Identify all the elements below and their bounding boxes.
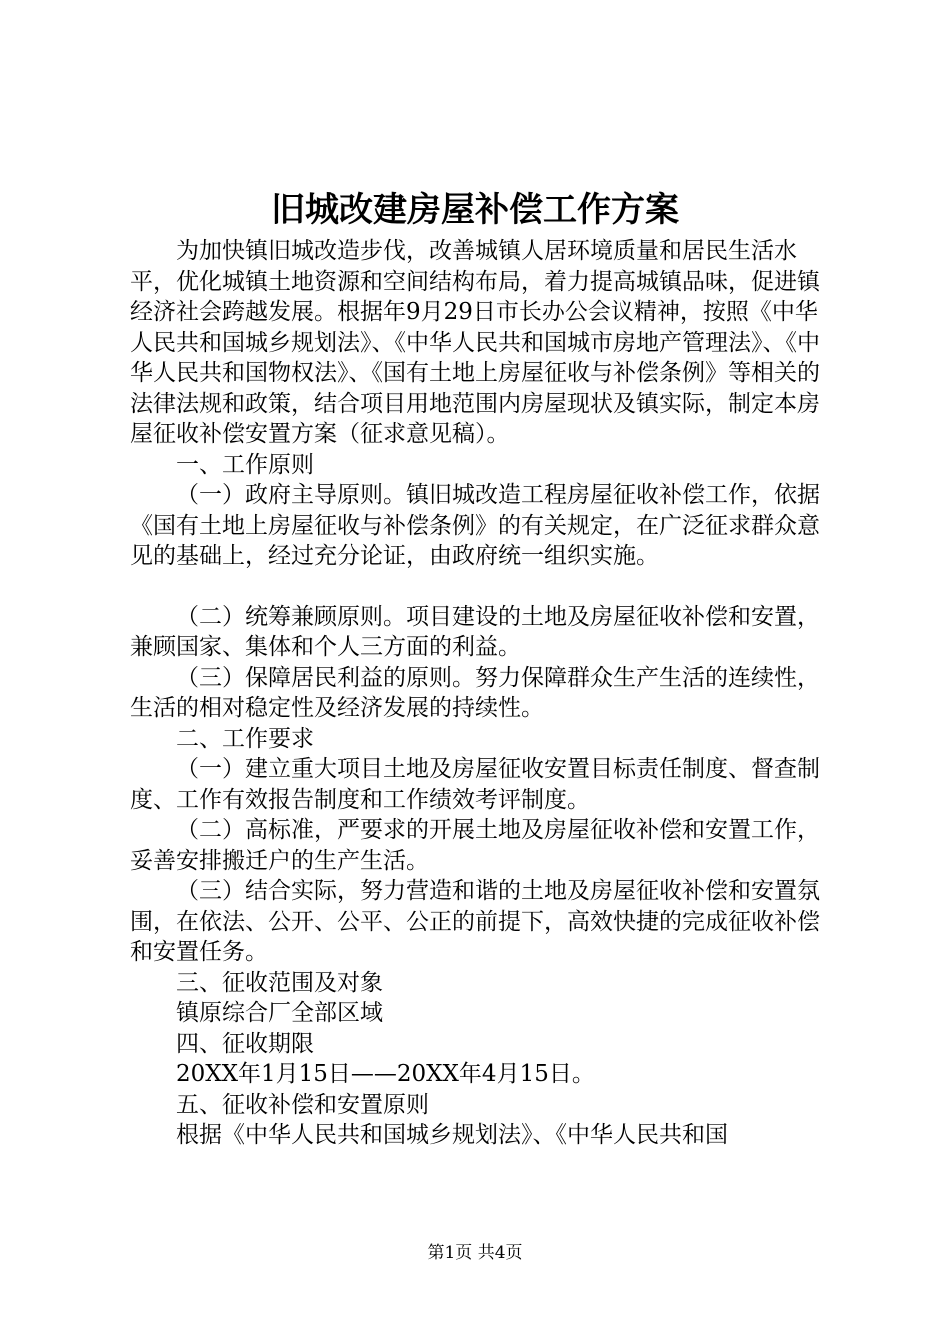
requirement-paragraph-3: （三）结合实际，努力营造和谐的土地及房屋征收补偿和安置氛围，在依法、公开、公平、公正的前提下，高效快捷的完成征收补偿和安置任务。 <box>130 878 820 965</box>
principle-paragraph-3: （三）保障居民利益的原则。努力保障群众生产生活的连续性，生活的相对稳定性及经济发展的持续性。 <box>130 664 820 721</box>
requirement-paragraph-1: （一）建立重大项目土地及房屋征收安置目标责任制度、督查制度、工作有效报告制度和工作绩效考评制度。 <box>130 756 820 813</box>
principle-paragraph-1: （一）政府主导原则。镇旧城改造工程房屋征收补偿工作，依据《国有土地上房屋征收与补偿条例》的有关规定，在广泛征求群众意见的基础上，经过充分论证，由政府统一组织实施。 <box>130 482 820 569</box>
document-body <box>130 236 832 1151</box>
period-paragraph: 20XX年1月15日——20XX年4月15日。 <box>176 1061 595 1087</box>
requirement-paragraph-2: （二）高标准，严要求的开展土地及房屋征收补偿和安置工作，妥善安排搬迁户的生产生活。 <box>130 817 820 874</box>
intro-paragraph: 为加快镇旧城改造步伐，改善城镇人居环境质量和居民生活水平，优化城镇土地资源和空间结构布局，着力提高城镇品味，促进镇经济社会跨越发展。根据年9月29日市长办公会议精神，按照《中华人民共和国城乡规划法》、《中华人民共和国城市房地产管理法》、《中华人民共和国物权法》、《国有土地上房屋征收与补偿条例》等相关的法律法规和政策，结合项目用地范围内房屋现状及镇实际，制定本房屋征收补偿安置方案（征求意见稿）。 <box>130 238 820 447</box>
document-title: 旧城改建房屋补偿工作方案 <box>271 190 679 230</box>
section-heading-work-requirements: 二、工作要求 <box>176 725 314 752</box>
section-heading-compensation: 五、征收补偿和安置原则 <box>176 1091 429 1118</box>
section-heading-work-principles: 一、工作原则 <box>176 451 314 478</box>
blank-line <box>130 572 832 602</box>
section-heading-scope: 三、征收范围及对象 <box>176 969 383 996</box>
scope-paragraph: 镇原综合厂全部区域 <box>176 1000 383 1026</box>
compensation-paragraph: 根据《中华人民共和国城乡规划法》、《中华人民共和国 <box>176 1122 728 1148</box>
page-footer: 第1页 共4页 <box>427 1243 523 1263</box>
section-heading-period: 四、征收期限 <box>176 1030 314 1057</box>
principle-paragraph-2: （二）统筹兼顾原则。项目建设的土地及房屋征收补偿和安置，兼顾国家、集体和个人三方面的利益。 <box>130 603 820 660</box>
